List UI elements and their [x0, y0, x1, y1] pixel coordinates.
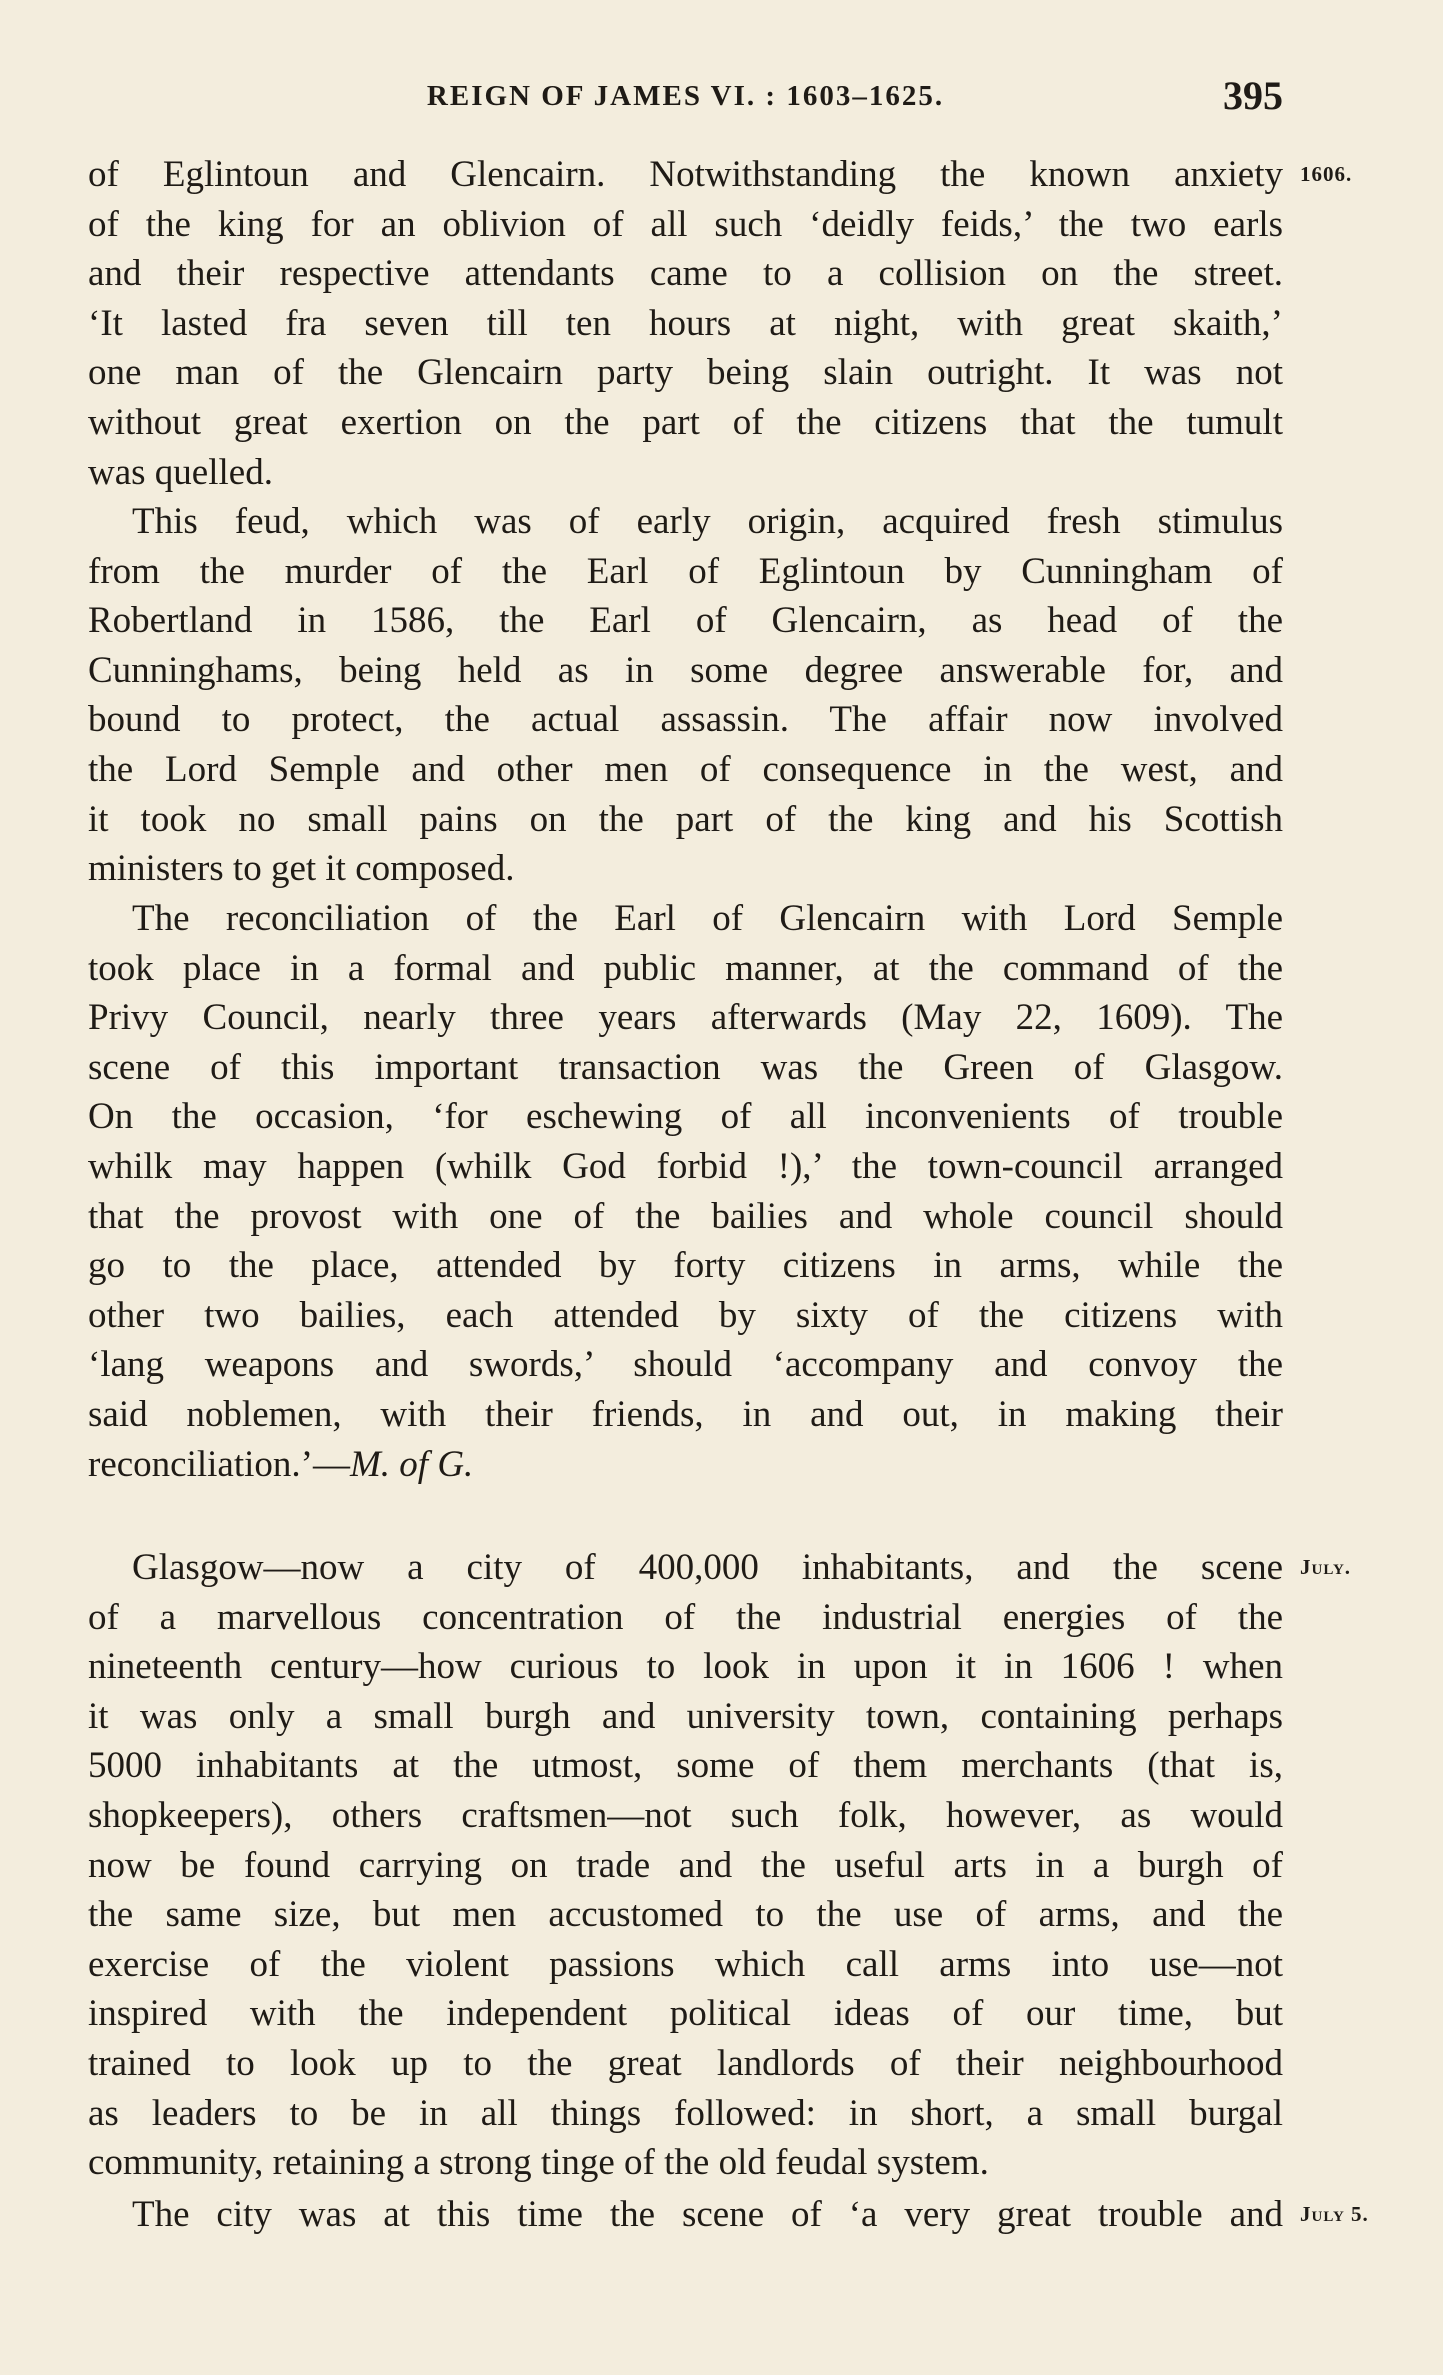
- paragraph-1: [88, 150, 1283, 497]
- text-line: The city was at this time the scene of ‘a very great trouble and: [132, 2194, 1283, 2235]
- text-line: exercise of the violent passions which call arms into use—not: [88, 1943, 1283, 1985]
- text-line: The reconciliation of the Earl of Glencairn with Lord Semple: [132, 898, 1283, 939]
- text-line: Privy Council, nearly three years afterwards (May 22, 1609). The: [88, 997, 1283, 1039]
- text-line: scene of this important transaction was the Green of Glasgow.: [88, 1046, 1283, 1088]
- page-number: 395: [1223, 73, 1283, 118]
- text-line: bound to protect, the actual assassin. The affair now involved: [88, 699, 1283, 741]
- text-line: ‘It lasted fra seven till ten hours at night, with great skaith,’: [88, 302, 1283, 344]
- text-line: and their respective attendants came to a collision on the street.: [88, 253, 1283, 295]
- text-line: the same size, but men accustomed to the use of arms, and the: [88, 1894, 1283, 1936]
- text-line: Robertland in 1586, the Earl of Glencairn, as head of the: [88, 600, 1283, 642]
- text-line: whilk may happen (whilk God forbid !),’ the town-council arranged: [88, 1145, 1283, 1187]
- text-line: it took no small pains on the part of the king and his Scottish: [88, 798, 1283, 840]
- page-header: [88, 72, 1283, 122]
- text-line: On the occasion, ‘for eschewing of all inconvenients of trouble: [88, 1096, 1283, 1138]
- text-line: it was only a small burgh and university town, containing perhaps: [88, 1695, 1283, 1737]
- text-line: took place in a formal and public manner, at the command of the: [88, 947, 1283, 989]
- margin-note-year: 1606.: [1300, 162, 1353, 186]
- source-citation: M. of G.: [349, 1443, 474, 1485]
- text-line: from the murder of the Earl of Eglintoun by Cunningham of: [88, 550, 1283, 592]
- text-line: go to the place, attended by forty citizens in arms, while the: [88, 1245, 1283, 1287]
- paragraph-2: [88, 497, 1283, 894]
- text-line: of a marvellous concentration of the industrial energies of the: [88, 1596, 1283, 1638]
- paragraph-3: [88, 894, 1283, 1489]
- text-line: trained to look up to the great landlords of their neighbourhood: [88, 2042, 1283, 2084]
- text-line: This feud, which was of early origin, acquired fresh stimulus: [132, 501, 1283, 542]
- text-line: shopkeepers), others craftsmen—not such folk, however, as would: [88, 1794, 1283, 1836]
- text-line: ministers to get it composed.: [88, 848, 515, 890]
- text-line: other two bailies, each attended by sixty of the citizens with: [88, 1294, 1283, 1336]
- paragraph-4: [88, 1543, 1283, 2188]
- margin-note-july: July.: [1300, 1555, 1352, 1579]
- text-line: the Lord Semple and other men of consequence in the west, and: [88, 748, 1283, 790]
- text-line: ‘lang weapons and swords,’ should ‘accompany and convoy the: [88, 1344, 1283, 1386]
- paragraph-end-text: reconciliation.’—: [88, 1443, 350, 1485]
- text-line: community, retaining a strong tinge of the old feudal system.: [88, 2142, 989, 2184]
- text-line: one man of the Glencairn party being slain outright. It was not: [88, 352, 1283, 394]
- text-line: Glasgow—now a city of 400,000 inhabitants, and the scene: [132, 1547, 1283, 1588]
- text-line: inspired with the independent political ideas of our time, but: [88, 1993, 1283, 2035]
- text-line: of Eglintoun and Glencairn. Notwithstanding the known anxiety: [88, 154, 1283, 195]
- text-line: nineteenth century—how curious to look in upon it in 1606 ! when: [88, 1646, 1283, 1688]
- text-line: as leaders to be in all things followed: in short, a small burgal: [88, 2092, 1283, 2134]
- text-line: [88, 1440, 1283, 1490]
- running-head: REIGN OF JAMES VI. : 1603–1625.: [426, 80, 945, 112]
- text-line: of the king for an oblivion of all such ‘deidly feids,’ the two earls: [88, 203, 1283, 245]
- text-line: said noblemen, with their friends, in and out, in making their: [88, 1393, 1283, 1435]
- margin-note-july5: July 5.: [1300, 2202, 1369, 2226]
- text-line: that the provost with one of the bailies and whole council should: [88, 1195, 1283, 1237]
- text-line: 5000 inhabitants at the utmost, some of them merchants (that is,: [88, 1745, 1283, 1787]
- text-line: was quelled.: [88, 451, 273, 493]
- text-line: without great exertion on the part of the citizens that the tumult: [88, 401, 1283, 443]
- paragraph-5: [88, 2190, 1283, 2240]
- text-line: Cunninghams, being held as in some degree answerable for, and: [88, 649, 1283, 691]
- text-line: now be found carrying on trade and the useful arts in a burgh of: [88, 1844, 1283, 1886]
